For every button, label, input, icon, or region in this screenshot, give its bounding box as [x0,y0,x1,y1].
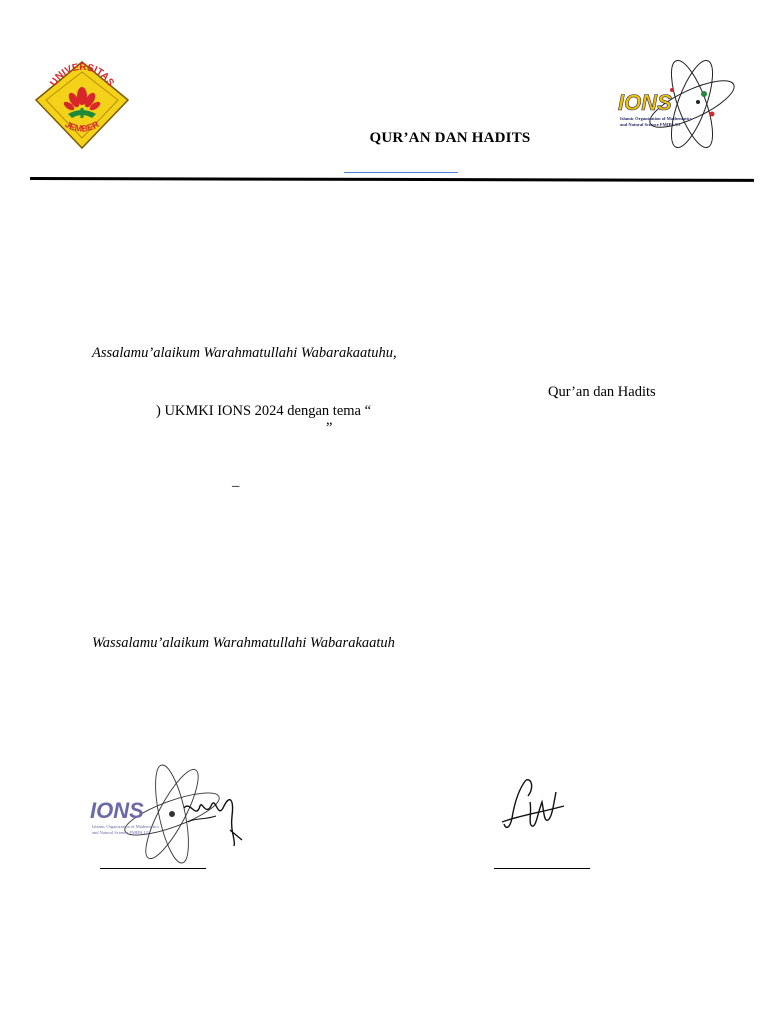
header-divider [30,177,754,182]
document-title: QUR’AN DAN HADITS [369,130,531,146]
link-underline [344,172,458,173]
left-stamp-text: IONS [90,798,144,823]
left-stamp-caption-1: Islamic Organization of Mathematics [92,824,160,829]
right-signature [498,772,572,838]
closing-text: Wassalamu’alaikum Warahmatullahi Wabarakaatuh [92,635,395,651]
body-dash: – [232,478,240,494]
body-line1-right: Qur’an dan Hadits [548,384,656,400]
left-signature-line [100,868,206,869]
body-line2: ) UKMKI IONS 2024 dengan tema “ [156,403,372,419]
left-signature-stamp [84,760,254,870]
logo-left-text-bottom: JEMBER [63,119,101,134]
body-line3: ” [326,420,333,436]
logo-right-caption-2: and Natural Science FMIPA UJ [620,122,681,127]
greeting-text: Assalamu’alaikum Warahmatullahi Wabarakaatuhu, [92,345,397,361]
left-stamp-caption-2: and Natural Science FMIPA UJ [92,830,149,835]
logo-left-text-top: UNIVERSITAS [48,61,116,89]
logo-right-caption-1: Islamic Organization of Mathematics [620,116,692,121]
right-signature-line [494,868,590,869]
logo-right-text: IONS [618,90,672,115]
